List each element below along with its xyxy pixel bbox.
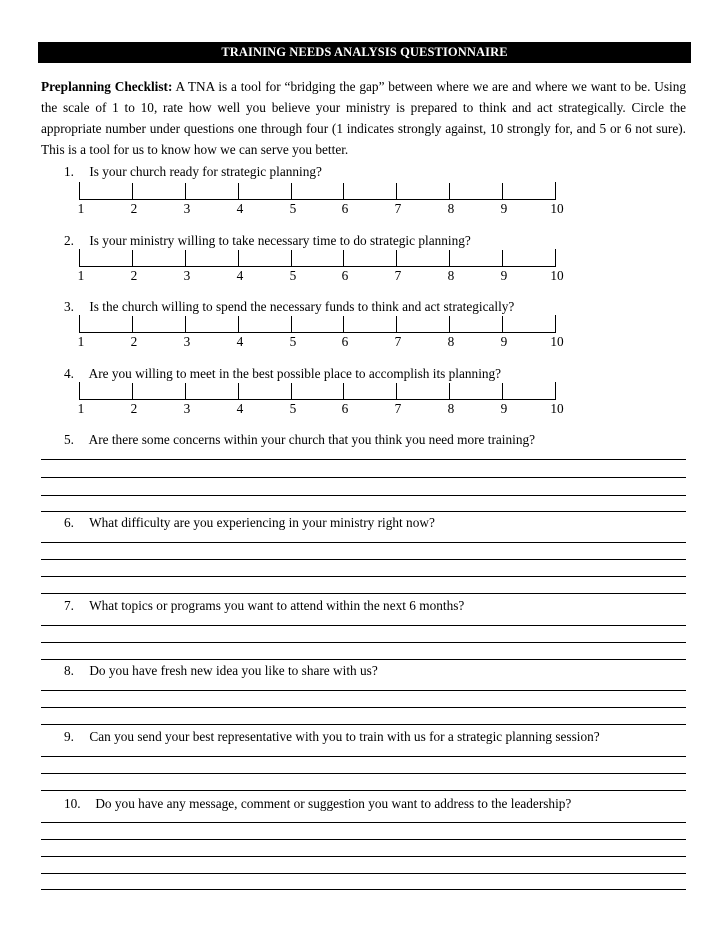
question-8 [64,663,378,679]
question-number: 7. [64,598,74,613]
question-text: What topics or programs you want to attend within the next 6 months? [89,598,465,613]
scale-number[interactable]: 4 [236,268,244,283]
scale-tick [449,316,450,333]
answer-line[interactable] [41,773,686,774]
scale-tick [238,183,239,200]
scale-number[interactable]: 9 [500,401,508,416]
scale-number[interactable]: 3 [183,401,191,416]
scale-number[interactable]: 10 [550,334,564,349]
question-text: Is your church ready for strategic planning? [89,164,322,179]
scale-tick [79,315,80,333]
scale-tick [555,315,556,333]
question-text: Is your ministry willing to take necessary time to do strategic planning? [89,233,471,248]
answer-line[interactable] [41,856,686,857]
question-5 [64,432,535,448]
scale-number[interactable]: 6 [341,268,349,283]
scale-baseline [79,266,555,267]
scale-tick [502,250,503,267]
answer-line[interactable] [41,511,686,512]
rating-scale-2[interactable] [79,249,555,267]
scale-number[interactable]: 8 [447,334,455,349]
question-number: 9. [64,729,74,744]
scale-number[interactable]: 10 [550,268,564,283]
answer-line[interactable] [41,559,686,560]
question-number: 1. [64,164,74,179]
question-1 [64,164,322,180]
answer-line[interactable] [41,542,686,543]
intro-label: Preplanning Checklist: [41,79,173,94]
answer-line[interactable] [41,690,686,691]
question-text: What difficulty are you experiencing in your ministry right now? [89,515,435,530]
scale-number[interactable]: 7 [394,334,402,349]
scale-number[interactable]: 2 [130,201,138,216]
question-text: Do you have fresh new idea you like to share with us? [89,663,378,678]
scale-number[interactable]: 4 [236,201,244,216]
answer-line[interactable] [41,593,686,594]
scale-number[interactable]: 2 [130,334,138,349]
answer-line[interactable] [41,495,686,496]
scale-tick [291,183,292,200]
question-7 [64,598,464,614]
scale-tick [132,250,133,267]
scale-tick [238,250,239,267]
scale-number[interactable]: 1 [77,401,85,416]
scale-tick [79,182,80,200]
scale-baseline [79,332,555,333]
scale-numbers-4 [77,401,564,417]
answer-line[interactable] [41,756,686,757]
answer-line[interactable] [41,707,686,708]
scale-tick [238,383,239,400]
scale-tick [555,249,556,267]
scale-number[interactable]: 1 [77,268,85,283]
question-text: Are there some concerns within your church that you think you need more training? [88,432,536,447]
scale-tick [343,383,344,400]
scale-tick [185,383,186,400]
intro-paragraph [41,76,686,160]
scale-tick [555,382,556,400]
scale-tick [449,383,450,400]
scale-tick [343,183,344,200]
answer-line[interactable] [41,625,686,626]
scale-number[interactable]: 3 [183,334,191,349]
scale-number[interactable]: 9 [500,201,508,216]
scale-tick [343,250,344,267]
scale-tick [291,250,292,267]
scale-tick [185,183,186,200]
question-10 [64,796,571,812]
scale-tick [396,250,397,267]
scale-tick [396,383,397,400]
scale-tick [449,183,450,200]
scale-tick [502,183,503,200]
question-number: 5. [64,432,74,447]
scale-baseline [79,199,555,200]
scale-number[interactable]: 7 [394,201,402,216]
scale-tick [291,316,292,333]
scale-number[interactable]: 2 [130,268,138,283]
scale-number[interactable]: 5 [289,268,297,283]
scale-tick [396,183,397,200]
question-text: Are you willing to meet in the best possible place to accomplish its planning? [88,366,502,381]
scale-tick [132,316,133,333]
scale-tick [343,316,344,333]
answer-line[interactable] [41,724,686,725]
scale-tick [502,383,503,400]
scale-number[interactable]: 6 [341,201,349,216]
scale-number[interactable]: 8 [447,401,455,416]
scale-number[interactable]: 6 [341,401,349,416]
question-number: 10. [64,796,81,811]
scale-tick [449,250,450,267]
question-3 [64,299,514,315]
scale-number[interactable]: 10 [550,401,564,416]
answer-line[interactable] [41,477,686,478]
scale-number[interactable]: 2 [130,401,138,416]
question-text: Is the church willing to spend the necessary funds to think and act strategically? [89,299,515,314]
scale-tick [132,183,133,200]
answer-line[interactable] [41,659,686,660]
scale-tick [185,250,186,267]
question-text: Do you have any message, comment or suggestion you want to address to the leadership? [95,796,572,811]
scale-tick [79,382,80,400]
question-text: Can you send your best representative with you to train with us for a strategic planning session? [89,729,600,744]
scale-tick [132,383,133,400]
scale-tick [291,383,292,400]
scale-tick [238,316,239,333]
answer-line[interactable] [41,889,686,890]
scale-number[interactable]: 5 [289,334,297,349]
scale-numbers-2 [77,268,564,284]
scale-tick [555,182,556,200]
question-number: 8. [64,663,74,678]
rating-scale-1[interactable] [79,182,555,200]
answer-line[interactable] [41,873,686,874]
scale-number[interactable]: 6 [341,334,349,349]
scale-number[interactable]: 7 [394,401,402,416]
scale-number[interactable]: 7 [394,268,402,283]
scale-tick [502,316,503,333]
scale-numbers-3 [77,334,564,350]
intro-text: A TNA is a tool for “bridging the gap” between where we are and where we want to be. Using the scale of 1 to 10, rate how well you believe your ministry is prepared to think and act strategically. Circle the appropriate number under questions one through four (1 indicates strongly against, 10 strongly for, and 5 or 6 not sure). This is a tool for us to know how we can serve you better. [41,79,686,157]
scale-number[interactable]: 3 [183,268,191,283]
scale-tick [79,249,80,267]
question-2 [64,233,471,249]
scale-number[interactable]: 4 [236,401,244,416]
answer-line[interactable] [41,839,686,840]
document-title: TRAINING NEEDS ANALYSIS QUESTIONNAIRE [38,42,691,63]
scale-tick [185,316,186,333]
scale-numbers-1 [77,201,564,217]
rating-scale-4[interactable] [79,382,555,400]
question-number: 2. [64,233,74,248]
scale-number[interactable]: 1 [77,201,85,216]
answer-line[interactable] [41,790,686,791]
answer-line[interactable] [41,459,686,460]
answer-line[interactable] [41,642,686,643]
answer-line[interactable] [41,576,686,577]
question-9 [64,729,600,745]
scale-number[interactable]: 8 [447,201,455,216]
question-4 [64,366,501,382]
question-number: 3. [64,299,74,314]
scale-number[interactable]: 1 [77,334,85,349]
scale-number[interactable]: 3 [183,201,191,216]
scale-number[interactable]: 5 [289,201,297,216]
scale-baseline [79,399,555,400]
scale-number[interactable]: 4 [236,334,244,349]
scale-number[interactable]: 10 [550,201,564,216]
rating-scale-3[interactable] [79,315,555,333]
scale-number[interactable]: 5 [289,401,297,416]
scale-number[interactable]: 9 [500,334,508,349]
scale-tick [396,316,397,333]
answer-line[interactable] [41,822,686,823]
question-number: 4. [64,366,74,381]
question-6 [64,515,435,531]
question-number: 6. [64,515,74,530]
scale-number[interactable]: 9 [500,268,508,283]
scale-number[interactable]: 8 [447,268,455,283]
